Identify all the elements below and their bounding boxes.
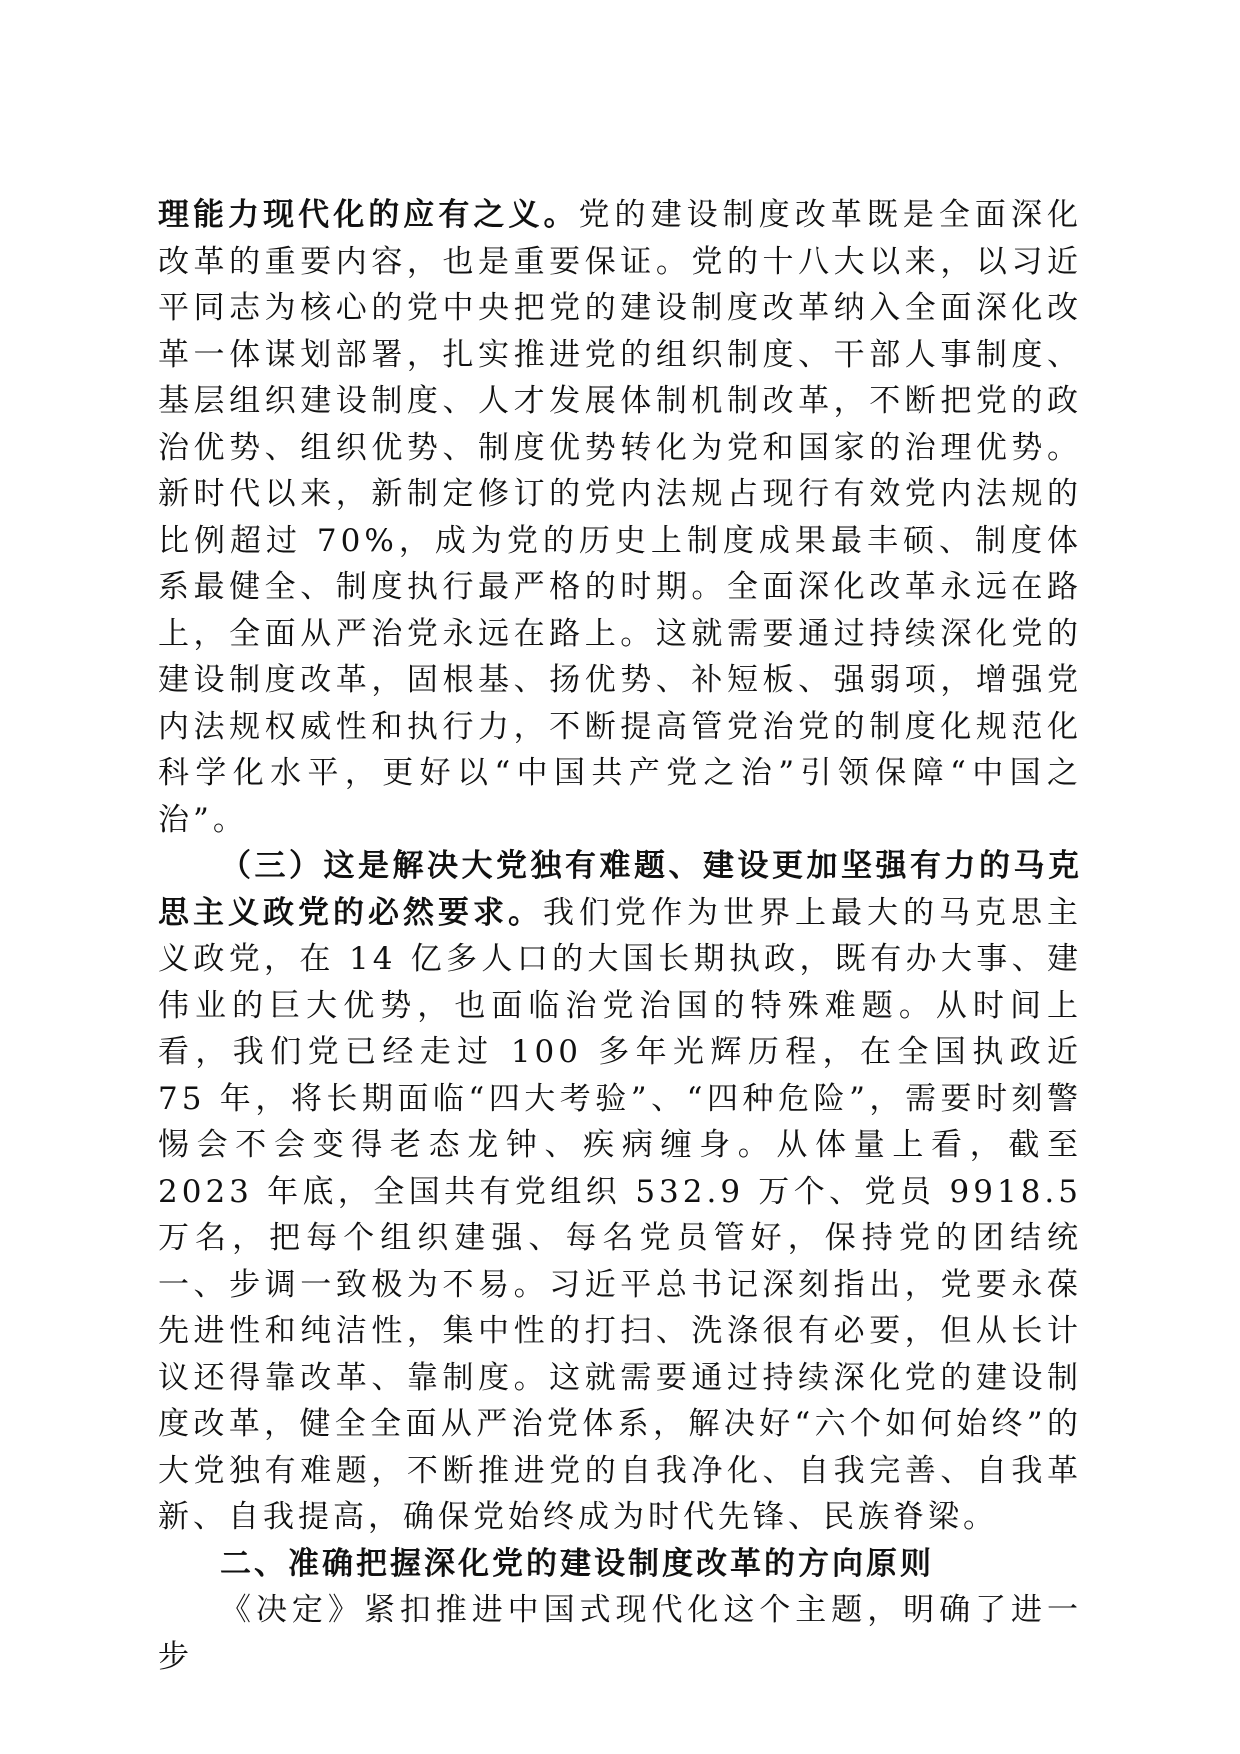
document-body <box>158 192 1082 1680</box>
paragraph-decision-start: 《决定》紧扣推进中国式现代化这个主题，明确了进一步 <box>158 1592 1082 1675</box>
paragraph-section-three <box>158 843 1082 1541</box>
section-heading-two: 二、准确把握深化党的建设制度改革的方向原则 <box>220 1545 934 1582</box>
paragraph-body-text: 我们党作为世界上最大的马克思主义政党，在 14 亿多人口的大国长期执政，既有办大事、建伟业的巨大优势，也面临治党治国的特殊难题。从时间上看，我们党已经走过 100 多年光辉历程，在全国执政近 75 年，将长期面临“四大考验”、“四种危险”，需要时刻警惕会不会变得老态龙钟、疾病缠身。从体量上看，截至 2023 年底，全国共有党组织 532.9 万个、党员 9918.5 万名，把每个组织建强、每名党员管好，保持党的团结统一、步调一致极为不易。习近平总书记深刻指出，党要永葆先进性和纯洁性，集中性的打扫、洗涤很有必要，但从长计议还得靠改革、靠制度。这就需要通过持续深化党的建设制度改革，健全全面从严治党体系，解决好“六个如何始终”的大党独有难题，不断推进党的自我净化、自我完善、自我革新、自我提高，确保党始终成为时代先锋、民族脊梁。 <box>158 894 1082 1535</box>
paragraph-body-text: 党的建设制度改革既是全面深化改革的重要内容，也是重要保证。党的十八大以来，以习近平同志为核心的党中央把党的建设制度改革纳入全面深化改革一体谋划部署，扎实推进党的组织制度、干部人事制度、基层组织建设制度、人才发展体制机制改革，不断把党的政治优势、组织优势、制度优势转化为党和国家的治理优势。新时代以来，新制定修订的党内法规占现行有效党内法规的比例超过 70%，成为党的历史上制度成果最丰硕、制度体系最健全、制度执行最严格的时期。全面深化改革永远在路上，全面从严治党永远在路上。这就需要通过持续深化党的建设制度改革，固根基、扬优势、补短板、强弱项，增强党内法规权威性和执行力，不断提高管党治党的制度化规范化科学化水平，更好以“中国共产党之治”引领保障“中国之治”。 <box>158 197 1083 838</box>
paragraph-continuation <box>158 192 1082 843</box>
paragraph-lead-sentence: 理能力现代化的应有之义。 <box>158 197 579 233</box>
subsection-heading-three: （三）这是解决大党独有难题、建设更加坚强有力的马克思主义政党的必然要求。 <box>158 848 1082 931</box>
